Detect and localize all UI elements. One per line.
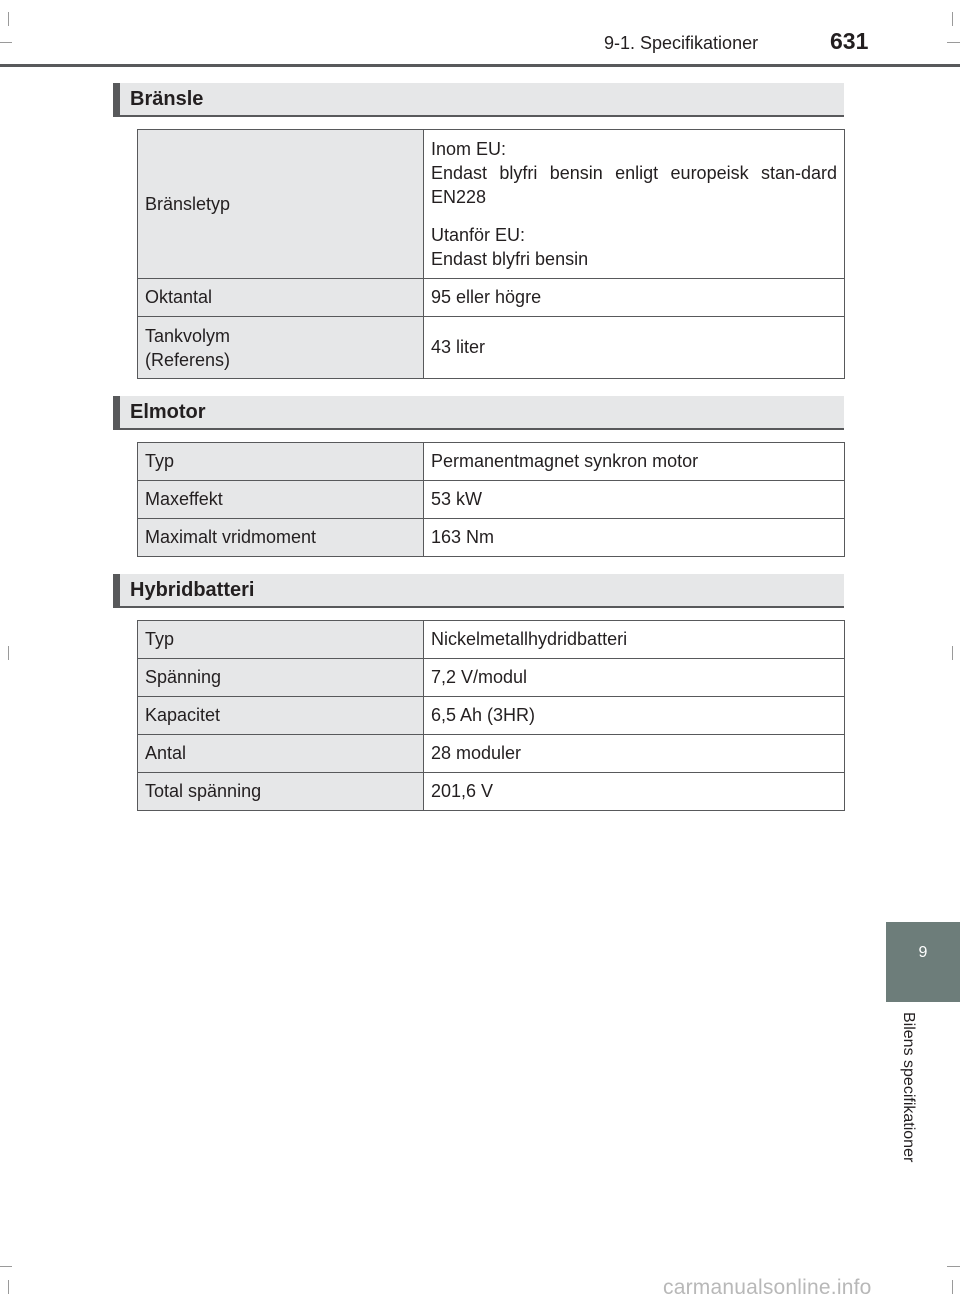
battery-count-value: 28 moduler: [424, 735, 845, 773]
chapter-tab-label: Bilens specifikationer: [900, 1012, 917, 1163]
table-row: [138, 317, 845, 379]
crop-mark: [952, 12, 953, 26]
fuel-type-value: [424, 130, 845, 279]
table-row: [138, 621, 845, 659]
motor-type-value: Permanentmagnet synkron motor: [424, 443, 845, 481]
table-row: [138, 773, 845, 811]
table-row: [138, 130, 845, 279]
section-title-motor: Elmotor: [130, 401, 206, 423]
fuel-type-outside-heading: Utanför EU:: [431, 225, 526, 245]
tank-volume-value: 43 liter: [424, 317, 845, 379]
battery-total-voltage-label: Total spänning: [138, 773, 424, 811]
table-row: [138, 735, 845, 773]
tank-volume-label-line1: Tankvolym: [145, 325, 231, 346]
battery-count-label: Antal: [138, 735, 424, 773]
battery-type-label: Typ: [138, 621, 424, 659]
crop-mark: [8, 646, 9, 660]
fuel-type-label: Bränsletyp: [138, 130, 424, 279]
tank-volume-label: [138, 317, 424, 379]
table-row: [138, 697, 845, 735]
fuel-spec-table: [137, 129, 845, 379]
battery-voltage-value: 7,2 V/modul: [424, 659, 845, 697]
crop-mark: [8, 1280, 9, 1294]
motor-spec-table: [137, 442, 845, 557]
battery-spec-table: [137, 620, 845, 811]
chapter-tab[interactable]: [886, 922, 960, 1002]
table-row: [138, 519, 845, 557]
crop-mark: [8, 12, 9, 26]
motor-power-value: 53 kW: [424, 481, 845, 519]
battery-capacity-value: 6,5 Ah (3HR): [424, 697, 845, 735]
octane-label: Oktantal: [138, 279, 424, 317]
tank-volume-label-line2: (Referens): [145, 349, 231, 370]
motor-type-label: Typ: [138, 443, 424, 481]
page-number: 631: [830, 28, 869, 54]
battery-voltage-label: Spänning: [138, 659, 424, 697]
motor-torque-value: 163 Nm: [424, 519, 845, 557]
section-heading-bar: [113, 396, 120, 428]
section-title-battery: Hybridbatteri: [130, 579, 255, 601]
crop-mark: [952, 1280, 953, 1294]
fuel-type-outside-text: Endast blyfri bensin: [431, 249, 589, 269]
crop-mark: [0, 1266, 12, 1267]
table-row: [138, 659, 845, 697]
header-rule: [0, 64, 960, 67]
fuel-type-eu-heading: Inom EU:: [431, 139, 507, 159]
running-header-section: 9-1. Specifikationer: [604, 33, 759, 53]
section-heading-bar: [113, 574, 120, 606]
octane-value: 95 eller högre: [424, 279, 845, 317]
fuel-type-eu-text: Endast blyfri bensin enligt europeisk stan-dard EN228: [431, 163, 837, 207]
crop-mark: [947, 42, 960, 43]
crop-mark: [947, 1266, 960, 1267]
section-title-fuel: Bränsle: [130, 88, 204, 110]
motor-power-label: Maxeffekt: [138, 481, 424, 519]
table-row: [138, 443, 845, 481]
battery-total-voltage-value: 201,6 V: [424, 773, 845, 811]
watermark-text: carmanualsonline.info: [663, 1276, 872, 1299]
motor-torque-label: Maximalt vridmoment: [138, 519, 424, 557]
crop-mark: [952, 646, 953, 660]
section-heading-battery: [113, 574, 844, 608]
section-heading-fuel: [113, 83, 844, 117]
section-heading-motor: [113, 396, 844, 430]
section-heading-bar: [113, 83, 120, 115]
battery-type-value: Nickelmetallhydridbatteri: [424, 621, 845, 659]
chapter-tab-number: 9: [918, 944, 928, 961]
table-row: [138, 481, 845, 519]
battery-capacity-label: Kapacitet: [138, 697, 424, 735]
crop-mark: [0, 42, 12, 43]
table-row: [138, 279, 845, 317]
